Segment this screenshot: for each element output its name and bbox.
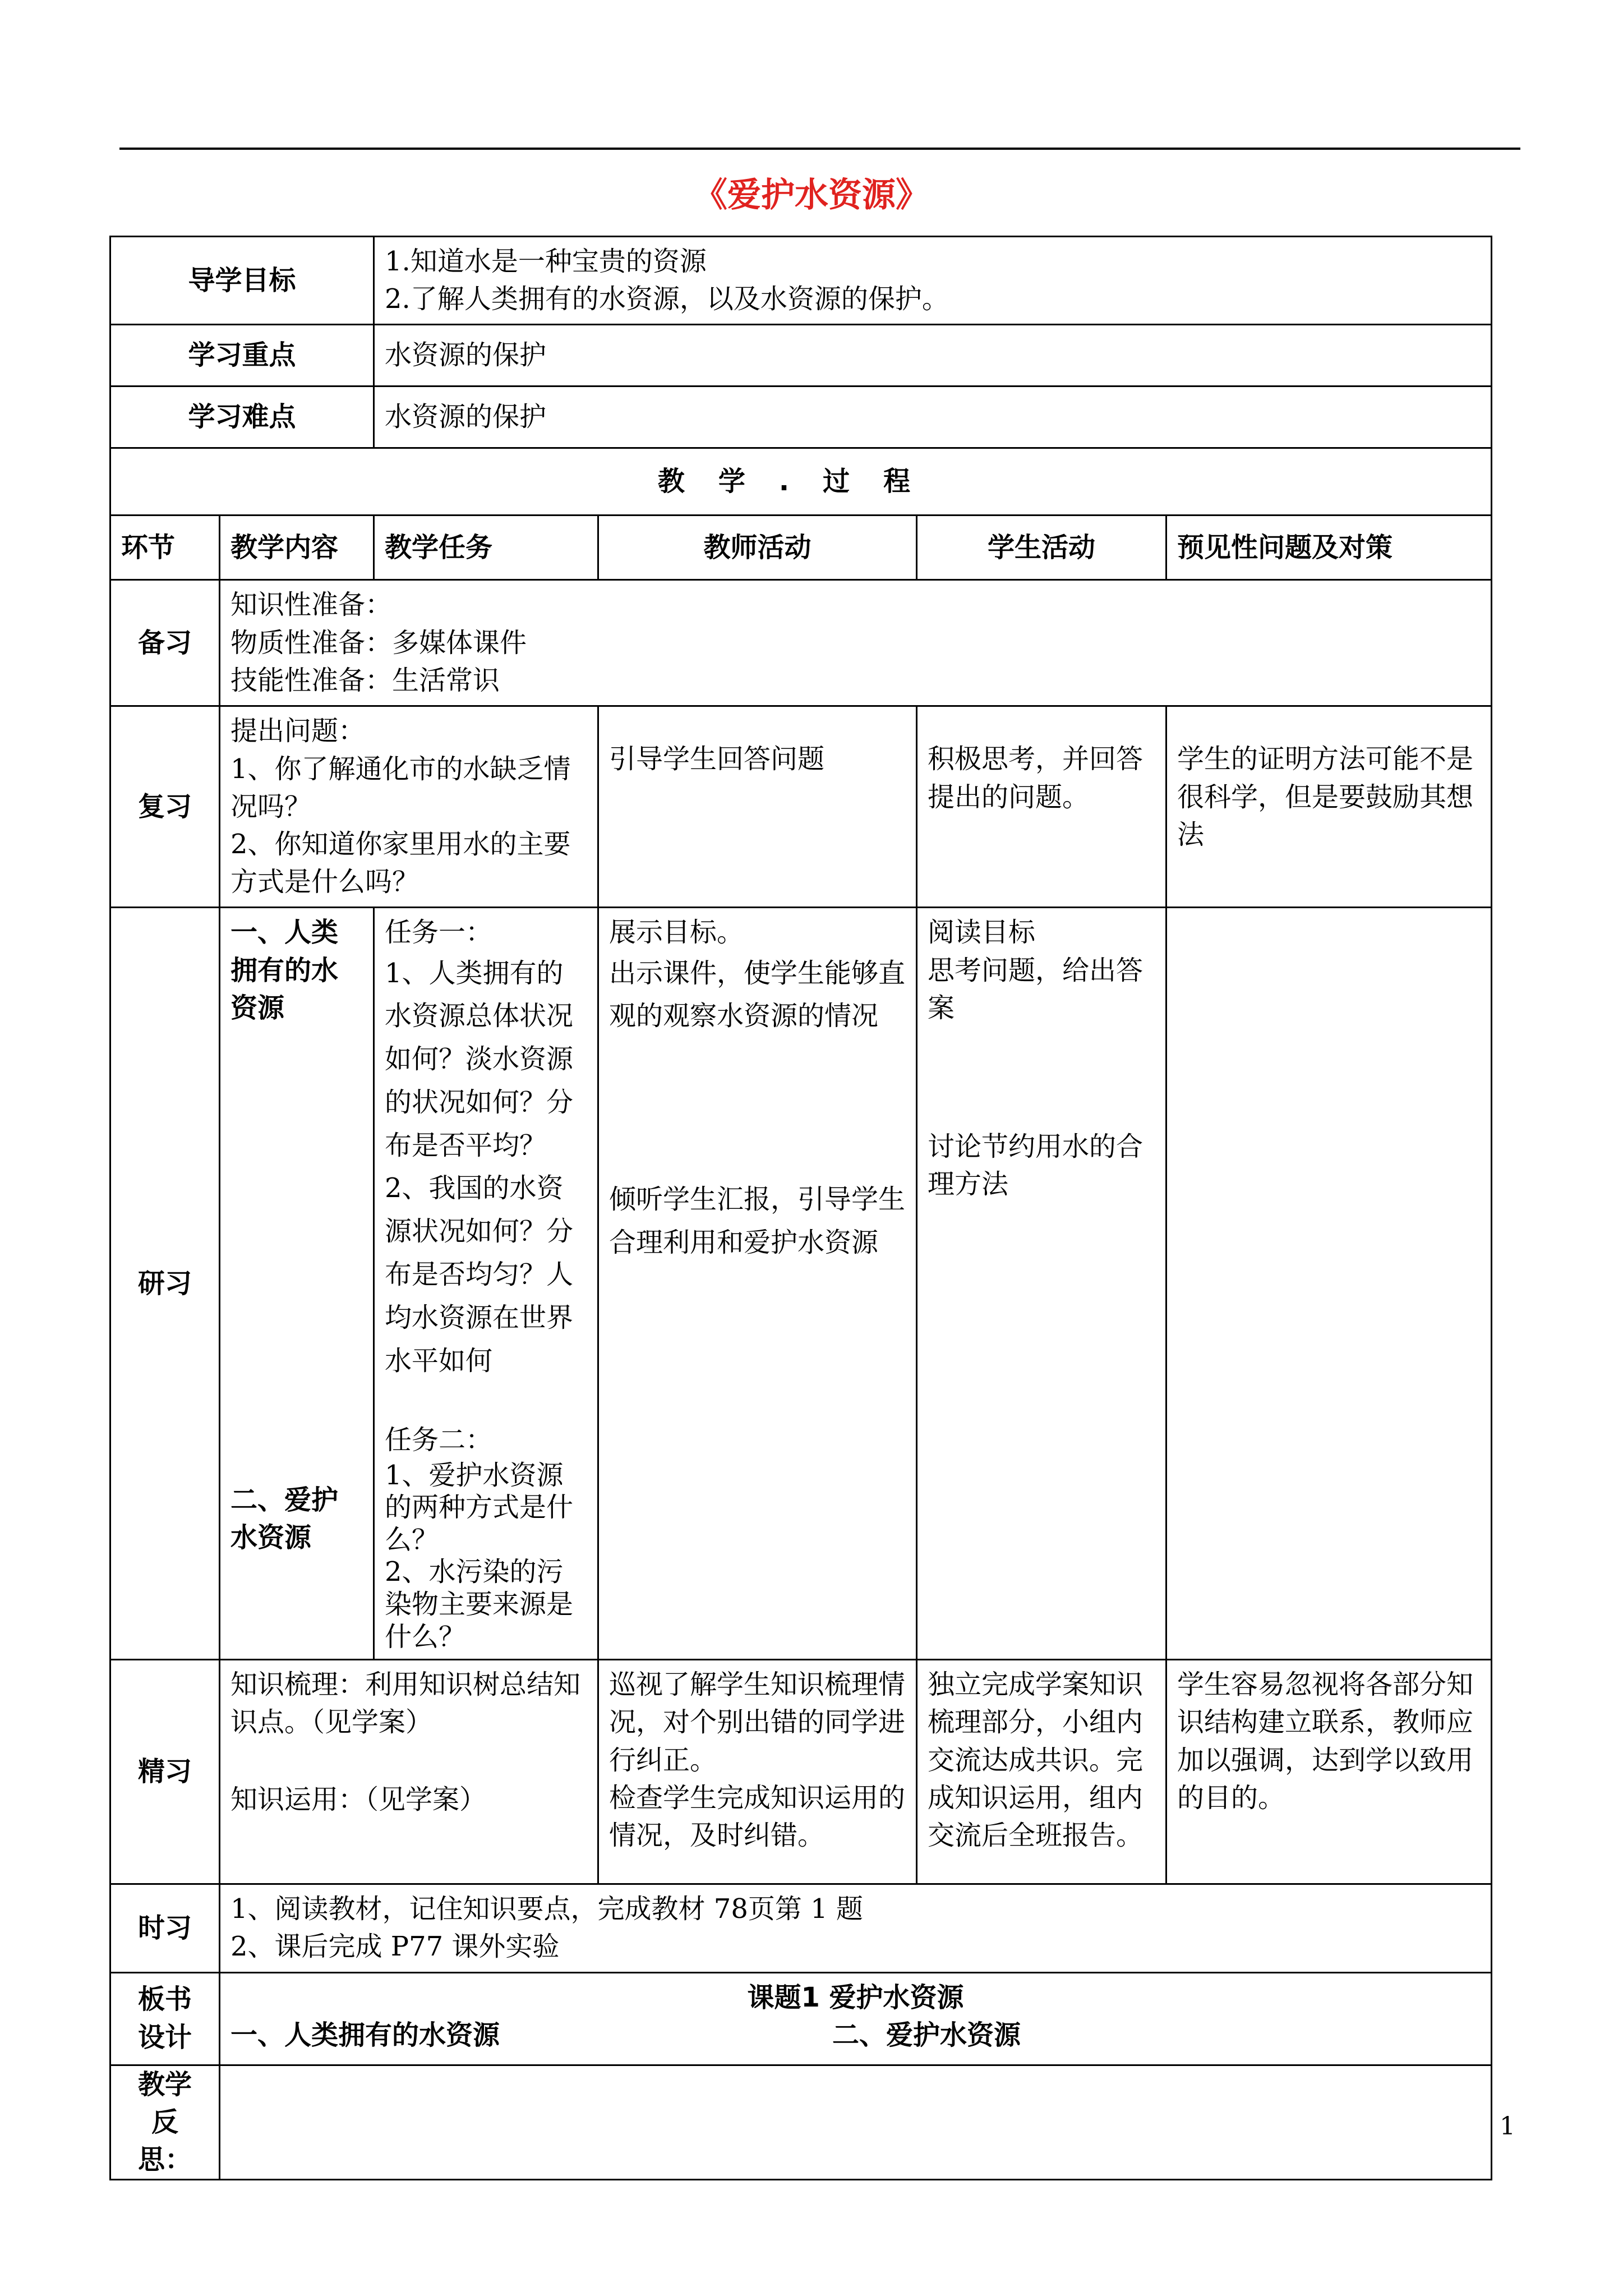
prep-line: 物质性准备：多媒体课件 bbox=[230, 627, 527, 659]
study-content-2: 二、爱护水资源 bbox=[230, 1484, 339, 1554]
study-teacher bbox=[598, 908, 917, 1660]
practice-student: 独立完成学案知识梳理部分，小组内交流达成共识。完成知识运用，组内交流后全班报告。 bbox=[917, 1660, 1166, 1884]
study-label: 研习 bbox=[110, 908, 220, 1660]
board-title: 课题1 爱护水资源 bbox=[747, 1981, 964, 2013]
review-line: 2、你知道你家里用水的主要方式是什么吗？ bbox=[230, 828, 571, 898]
board-value bbox=[220, 1972, 1492, 2065]
column-header: 教学任务 bbox=[374, 516, 598, 580]
practice-content bbox=[220, 1660, 598, 1884]
board-item-2: 二、爱护水资源 bbox=[832, 2019, 1021, 2051]
prep-line: 知识性准备： bbox=[230, 589, 393, 621]
review-content bbox=[220, 706, 598, 908]
prep-label: 备习 bbox=[110, 580, 220, 706]
task-2-title: 任务二： bbox=[385, 1424, 493, 1456]
homework-label: 时习 bbox=[110, 1884, 220, 1972]
practice-content-1: 知识梳理：利用知识树总结知识点。（见学案） bbox=[230, 1669, 581, 1738]
spacer bbox=[385, 1382, 587, 1421]
review-student: 积极思考，并回答提出的问题。 bbox=[917, 706, 1166, 908]
task-1-item: 1、人类拥有的水资源总体状况如何？淡水资源的状况如何？分布是否平均？ bbox=[385, 957, 574, 1161]
practice-label: 精习 bbox=[110, 1660, 220, 1884]
spacer bbox=[230, 1027, 363, 1179]
reflection-value[interactable] bbox=[220, 2065, 1492, 2180]
study-content-1: 一、人类拥有的水资源 bbox=[230, 917, 339, 1024]
objective-line: 1.知道水是一种宝贵的资源 bbox=[385, 246, 707, 277]
key-point-row bbox=[110, 325, 1492, 386]
header-rule bbox=[119, 148, 1520, 150]
objectives-row bbox=[110, 237, 1492, 325]
homework-line: 2、课后完成 P77 课外实验 bbox=[230, 1931, 560, 1963]
practice-teacher-2: 检查学生完成知识运用的情况，及时纠错。 bbox=[609, 1782, 906, 1851]
difficulty-row bbox=[110, 386, 1492, 448]
objective-line: 2.了解人类拥有的水资源，以及水资源的保护。 bbox=[385, 283, 949, 315]
review-teacher: 引导学生回答问题 bbox=[598, 706, 917, 908]
spacer bbox=[230, 1330, 363, 1481]
process-banner: 教学.过程 bbox=[110, 448, 1492, 516]
practice-content-2: 知识运用：（见学案） bbox=[230, 1783, 487, 1815]
study-teacher-2: 出示课件，使学生能够直观的观察水资源的情况 bbox=[609, 957, 906, 1032]
review-line: 提出问题： bbox=[230, 715, 366, 747]
difficulty-label: 学习难点 bbox=[110, 386, 374, 448]
review-line: 1、你了解通化市的水缺乏情况吗？ bbox=[230, 753, 571, 822]
column-header: 教学内容 bbox=[220, 516, 374, 580]
practice-row bbox=[110, 1660, 1492, 1884]
spacer bbox=[230, 1742, 587, 1781]
homework-line: 1、阅读教材，记住知识要点，完成教材 78页第 1 题 bbox=[230, 1893, 863, 1925]
objectives-value bbox=[374, 237, 1492, 325]
key-point-value: 水资源的保护 bbox=[374, 325, 1492, 386]
spacer bbox=[609, 1038, 906, 1139]
review-row bbox=[110, 706, 1492, 908]
board-items bbox=[230, 2017, 1481, 2054]
task-1-title: 任务一： bbox=[385, 917, 493, 949]
prep-row bbox=[110, 580, 1492, 706]
study-student bbox=[917, 908, 1166, 1660]
column-header: 预见性问题及对策 bbox=[1166, 516, 1492, 580]
study-content bbox=[220, 908, 374, 1660]
study-student-1: 阅读目标 bbox=[928, 917, 1036, 949]
spacer bbox=[230, 1179, 363, 1330]
study-issues bbox=[1166, 908, 1492, 1660]
prep-line: 技能性准备：生活常识 bbox=[230, 664, 500, 696]
practice-teacher-1: 巡视了解学生知识梳理情况，对个别出错的同学进行纠正。 bbox=[609, 1669, 906, 1776]
column-header: 教师活动 bbox=[598, 516, 917, 580]
spacer bbox=[609, 1139, 906, 1178]
spacer bbox=[928, 1027, 1155, 1128]
board-row bbox=[110, 1972, 1492, 2065]
process-banner-row bbox=[110, 448, 1492, 516]
task-2-item: 1、爱护水资源的两种方式是什么？ bbox=[385, 1459, 574, 1556]
document-title: 《爱护水资源》 bbox=[694, 176, 929, 215]
study-tasks bbox=[374, 908, 598, 1660]
board-item-1: 一、人类拥有的水资源 bbox=[230, 2019, 500, 2051]
review-label: 复习 bbox=[110, 706, 220, 908]
study-student-2: 思考问题，给出答案 bbox=[928, 954, 1144, 1024]
task-1-item: 2、我国的水资源状况如何？分布是否均匀？人均水资源在世界水平如何 bbox=[385, 1172, 574, 1377]
study-row bbox=[110, 908, 1492, 1660]
study-student-3: 讨论节约用水的合理方法 bbox=[928, 1130, 1144, 1200]
page-number: 1 bbox=[1500, 2112, 1515, 2141]
board-label: 板书设计 bbox=[110, 1972, 220, 2065]
reflection-label: 教学反思： bbox=[110, 2065, 220, 2180]
practice-issues: 学生容易忽视将各部分知识结构建立联系，教师应加以强调，达到学以致用的目的。 bbox=[1166, 1660, 1492, 1884]
objectives-label: 导学目标 bbox=[110, 237, 374, 325]
homework-value bbox=[220, 1884, 1492, 1972]
key-point-label: 学习重点 bbox=[110, 325, 374, 386]
study-teacher-3: 倾听学生汇报，引导学生合理利用和爱护水资源 bbox=[609, 1184, 906, 1258]
prep-value bbox=[220, 580, 1492, 706]
practice-teacher bbox=[598, 1660, 917, 1884]
review-issues: 学生的证明方法可能不是很科学，但是要鼓励其想法 bbox=[1166, 706, 1492, 908]
column-header-row bbox=[110, 516, 1492, 580]
column-header: 学生活动 bbox=[917, 516, 1166, 580]
column-header: 环节 bbox=[110, 516, 220, 580]
homework-row bbox=[110, 1884, 1492, 1972]
reflection-row bbox=[110, 2065, 1492, 2180]
lesson-plan-table bbox=[109, 236, 1491, 2175]
study-teacher-1: 展示目标。 bbox=[609, 917, 744, 949]
difficulty-value: 水资源的保护 bbox=[374, 386, 1492, 448]
task-2-item: 2、水污染的污染物主要来源是什么？ bbox=[385, 1556, 574, 1653]
